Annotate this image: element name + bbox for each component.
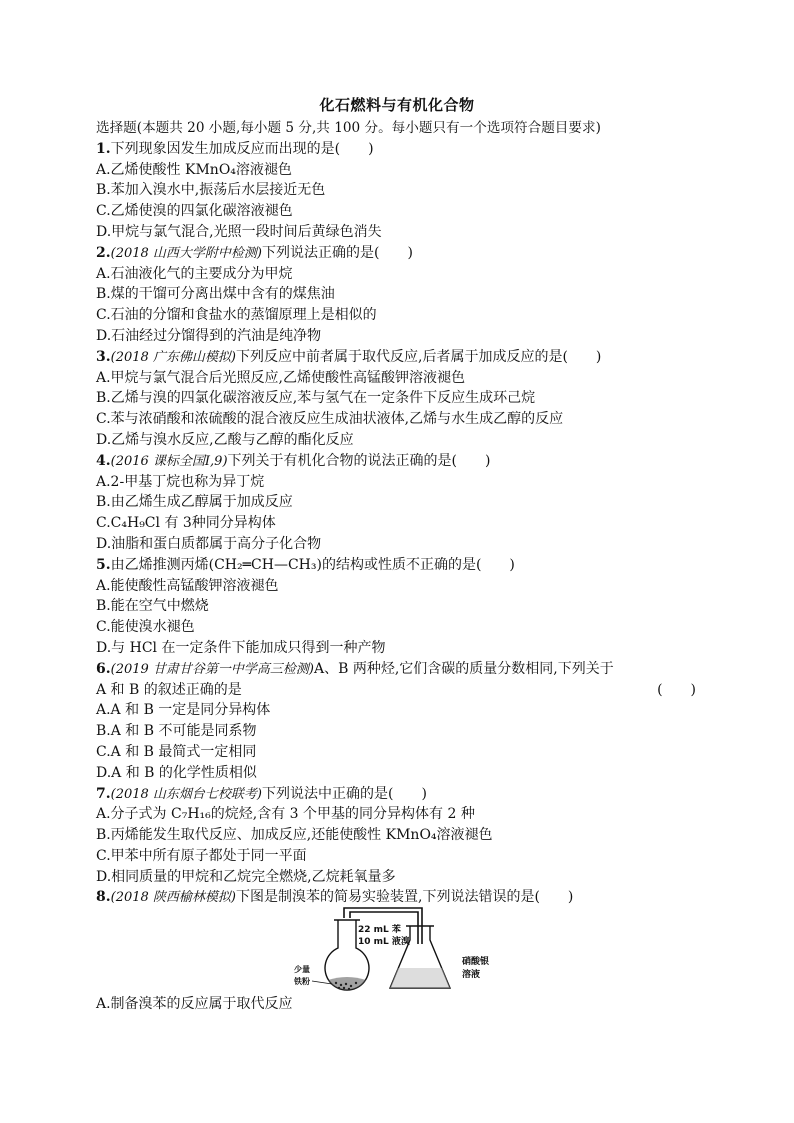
question-7-option-c: C.甲苯中所有原子都处于同一平面 xyxy=(96,847,307,864)
question-number: 5. xyxy=(96,556,111,573)
iron-label-line2: 铁粉 xyxy=(294,977,310,986)
instructions: 选择题(本题共 20 小题,每小题 5 分,共 100 分。每小题只有一个选项符合题目要求) xyxy=(96,120,601,136)
question-text: 下列现象因发生加成反应而出现的是( ) xyxy=(110,140,374,157)
question-4-option-b: B.由乙烯生成乙醇属于加成反应 xyxy=(96,494,293,511)
question-5-option-d: D.与 HCl 在一定条件下能加成只得到一种产物 xyxy=(96,639,386,656)
question-2-option-d: D.石油经过分馏得到的汽油是纯净物 xyxy=(96,327,322,344)
question-3-stem xyxy=(96,347,706,368)
question-5-option-a: A.能使酸性高锰酸钾溶液褪色 xyxy=(96,577,279,594)
question-number: 6. xyxy=(96,660,111,677)
question-3-option-c: C.苯与浓硝酸和浓硫酸的混合液反应生成油状液体,乙烯与水生成乙醇的反应 xyxy=(96,411,564,428)
question-3-option-d: D.乙烯与溴水反应,乙酸与乙醇的酯化反应 xyxy=(96,431,354,448)
question-7-stem xyxy=(96,784,706,805)
question-5-option-c: C.能使溴水褪色 xyxy=(96,619,195,636)
iron-label-line1: 少量 xyxy=(294,965,310,974)
question-text: A 和 B 的叙述正确的是 xyxy=(96,681,242,698)
question-text: 下列关于有机化合物的说法正确的是( ) xyxy=(227,452,491,469)
question-3-option-a: A.甲烷与氯气混合后光照反应,乙烯使酸性高锰酸钾溶液褪色 xyxy=(96,369,466,386)
question-1-option-c: C.乙烯使溴的四氯化碳溶液褪色 xyxy=(96,203,293,220)
bromobenzene-apparatus-figure xyxy=(286,904,536,994)
question-6-stem xyxy=(96,659,706,680)
question-text: A、B 两种烃,它们含碳的质量分数相同,下列关于 xyxy=(314,660,614,677)
question-number: 7. xyxy=(96,785,111,802)
question-source: (2018 山西大学附中检测) xyxy=(110,245,262,261)
question-1-stem xyxy=(96,139,706,160)
question-6-option-a: A.A 和 B 一定是同分异构体 xyxy=(96,702,271,719)
question-1-option-a: A.乙烯使酸性 KMnO₄溶液褪色 xyxy=(96,161,292,178)
question-1-option-b: B.苯加入溴水中,振荡后水层接近无色 xyxy=(96,182,326,199)
question-2-option-a: A.石油液化气的主要成分为甲烷 xyxy=(96,265,293,282)
question-2-option-b: B.煤的干馏可分离出煤中含有的煤焦油 xyxy=(96,286,335,303)
flask-label-bromine: 10 mL 液溴 xyxy=(358,937,410,947)
question-7-option-a: A.分子式为 C₇H₁₆的烷烃,含有 3 个甲基的同分异构体有 2 种 xyxy=(96,806,475,823)
question-6-stem-continued xyxy=(96,680,696,701)
question-number: 2. xyxy=(96,244,111,261)
question-7-option-d: D.相同质量的甲烷和乙烷完全燃烧,乙烷耗氧量多 xyxy=(96,868,396,885)
question-source: (2018 山东烟台七校联考) xyxy=(110,786,262,802)
question-3-option-b: B.乙烯与溴的四氯化碳溶液反应,苯与氢气在一定条件下反应生成环己烷 xyxy=(96,390,536,407)
question-text: 下列说法正确的是( ) xyxy=(262,244,413,261)
answer-parenthesis: ( ) xyxy=(657,681,696,698)
question-2-option-c: C.石油的分馏和食盐水的蒸馏原理上是相似的 xyxy=(96,307,377,324)
question-source: (2019 甘肃甘谷第一中学高三检测) xyxy=(110,661,314,677)
question-5-option-b: B.能在空气中燃烧 xyxy=(96,598,209,615)
question-number: 8. xyxy=(96,889,111,906)
question-2-stem xyxy=(96,243,706,264)
flask-label-benzene: 22 mL 苯 xyxy=(358,925,401,935)
question-4-stem xyxy=(96,451,706,472)
question-number: 4. xyxy=(96,452,111,469)
question-text: 下列反应中前者属于取代反应,后者属于加成反应的是( ) xyxy=(236,348,602,365)
question-source: (2018 陕西榆林模拟) xyxy=(110,890,236,906)
question-list xyxy=(96,118,706,908)
silver-label-line2: 溶液 xyxy=(462,970,481,980)
question-6-option-d: D.A 和 B 的化学性质相似 xyxy=(96,764,257,781)
question-4-option-d: D.油脂和蛋白质都属于高分子化合物 xyxy=(96,535,322,552)
question-number: 3. xyxy=(96,348,111,365)
question-source: (2016 课标全国Ⅰ,9) xyxy=(110,453,228,469)
question-8-option-a: A.制备溴苯的反应属于取代反应 xyxy=(96,996,293,1012)
question-number: 1. xyxy=(96,140,111,157)
question-text: 下图是制溴苯的简易实验装置,下列说法错误的是( ) xyxy=(236,889,574,906)
question-4-option-a: A.2-甲基丁烷也称为异丁烷 xyxy=(96,473,265,490)
question-6-option-c: C.A 和 B 最简式一定相同 xyxy=(96,743,257,760)
question-6-option-b: B.A 和 B 不可能是同系物 xyxy=(96,723,257,740)
question-7-option-b: B.丙烯能发生取代反应、加成反应,还能使酸性 KMnO₄溶液褪色 xyxy=(96,827,493,844)
question-text: 由乙烯推测丙烯(CH₂═CH—CH₃)的结构或性质不正确的是( ) xyxy=(110,556,515,573)
question-4-option-c: C.C₄H₉Cl 有 3种同分异构体 xyxy=(96,515,276,532)
silver-label-line1: 硝酸银 xyxy=(462,957,490,967)
question-text: 下列说法中正确的是( ) xyxy=(262,785,427,802)
question-5-stem xyxy=(96,555,706,576)
silver-nitrate-solution xyxy=(390,968,450,988)
question-1-option-d: D.甲烷与氯气混合,光照一段时间后黄绿色消失 xyxy=(96,223,382,240)
page-title: 化石燃料与有机化合物 xyxy=(319,96,475,114)
question-source: (2018 广东佛山模拟) xyxy=(110,349,236,365)
